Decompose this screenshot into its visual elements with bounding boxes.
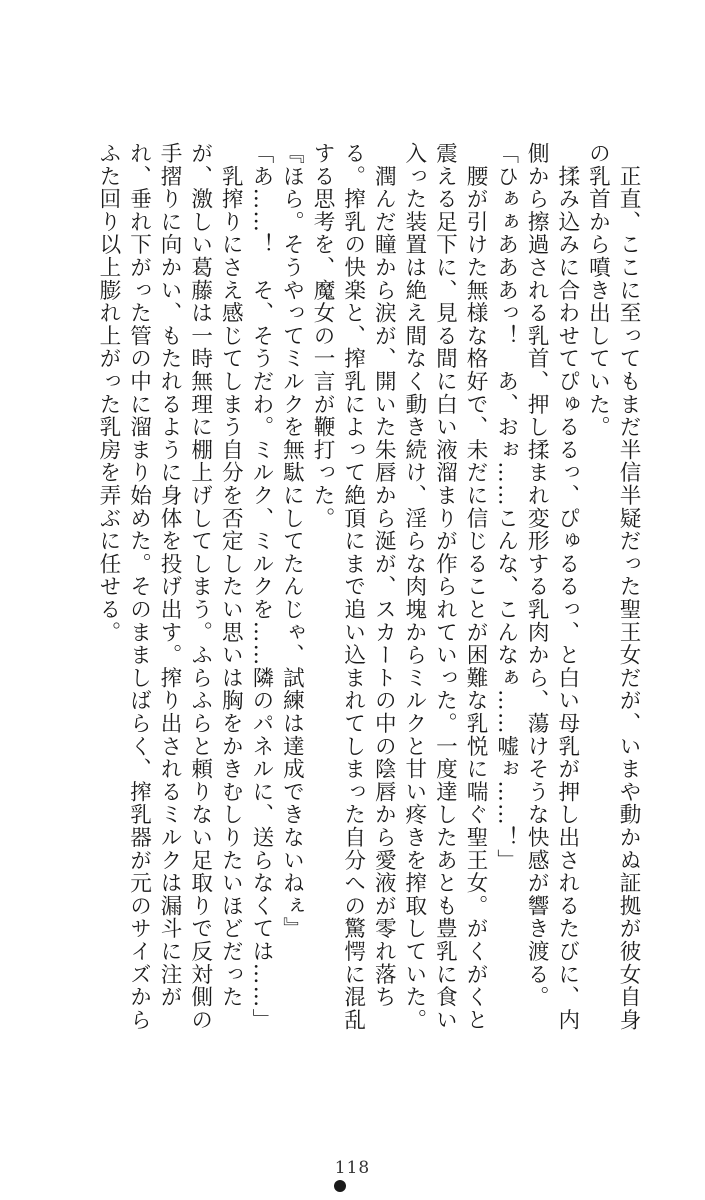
paragraph: 乳搾りにさえ感じてしまう自分を否定したい思いは胸をかきむしりたいほどだったが、激しい葛藤は一時無理に棚上げしてしまう。ふらふらと頼りない足取りで反対側の手摺りに向かい、もたれるように身体を投げ出す。搾り出されるミルクは漏斗に注がれ、垂れ下がった管の中に溜まり始めた。そのまましばらく、搾乳器が元のサイズからふた回り以上膨れ上がった乳房を弄ぶに任せる。 — [95, 142, 244, 1032]
dialogue-line: 「ひぁぁあああっ！ あ、おぉ……こんな、こんなぁ……嘘ぉ……！」 — [493, 142, 519, 872]
dialogue-line: 「あ……！ そ、そうだわ。ミルク、ミルクを……隣のパネルに、送らなくては……」 — [248, 142, 274, 1032]
dialogue-line: 『ほら。そうやってミルクを無駄にしてたんじゃ、試練は達成できないねぇ』 — [279, 142, 305, 940]
paragraph: 正直、ここに至ってもまだ半信半疑だった聖王女だが、いまや動かぬ証拠が彼女自身の乳首から噴き出していた。 — [585, 142, 641, 1032]
paragraph: 潤んだ瞳から涙が、開いた朱唇から涎が、スカートの中の陰唇から愛液が零れ落ちる。搾乳の快楽と、搾乳によって絶頂にまで追い込まれてしまった自分への驚愕に混乱する思考を、魔女の一言が鞭打った。 — [310, 142, 397, 1032]
paragraph: 腰が引けた無様な格好で、未だに信じることが困難な乳悦に喘ぐ聖王女。がくがくと震える足下に、見る間に白い液溜まりが作られていった。一度達したあとも豊乳に食い入った装置は絶え間なく動き続け、淫らな肉塊からミルクと甘い疼きを搾取していた。 — [401, 142, 489, 1032]
body-text — [58, 142, 643, 1042]
page-marker-dot — [334, 1180, 346, 1192]
page-number: 118 — [334, 1158, 371, 1178]
paragraph: 揉み込みに合わせてぴゅるるっ、ぴゅるるっ、と白い母乳が押し出されるたびに、内側から擦過される乳首、押し揉まれ変形する乳肉から、蕩けそうな快感が響き渡る。 — [524, 142, 580, 1032]
